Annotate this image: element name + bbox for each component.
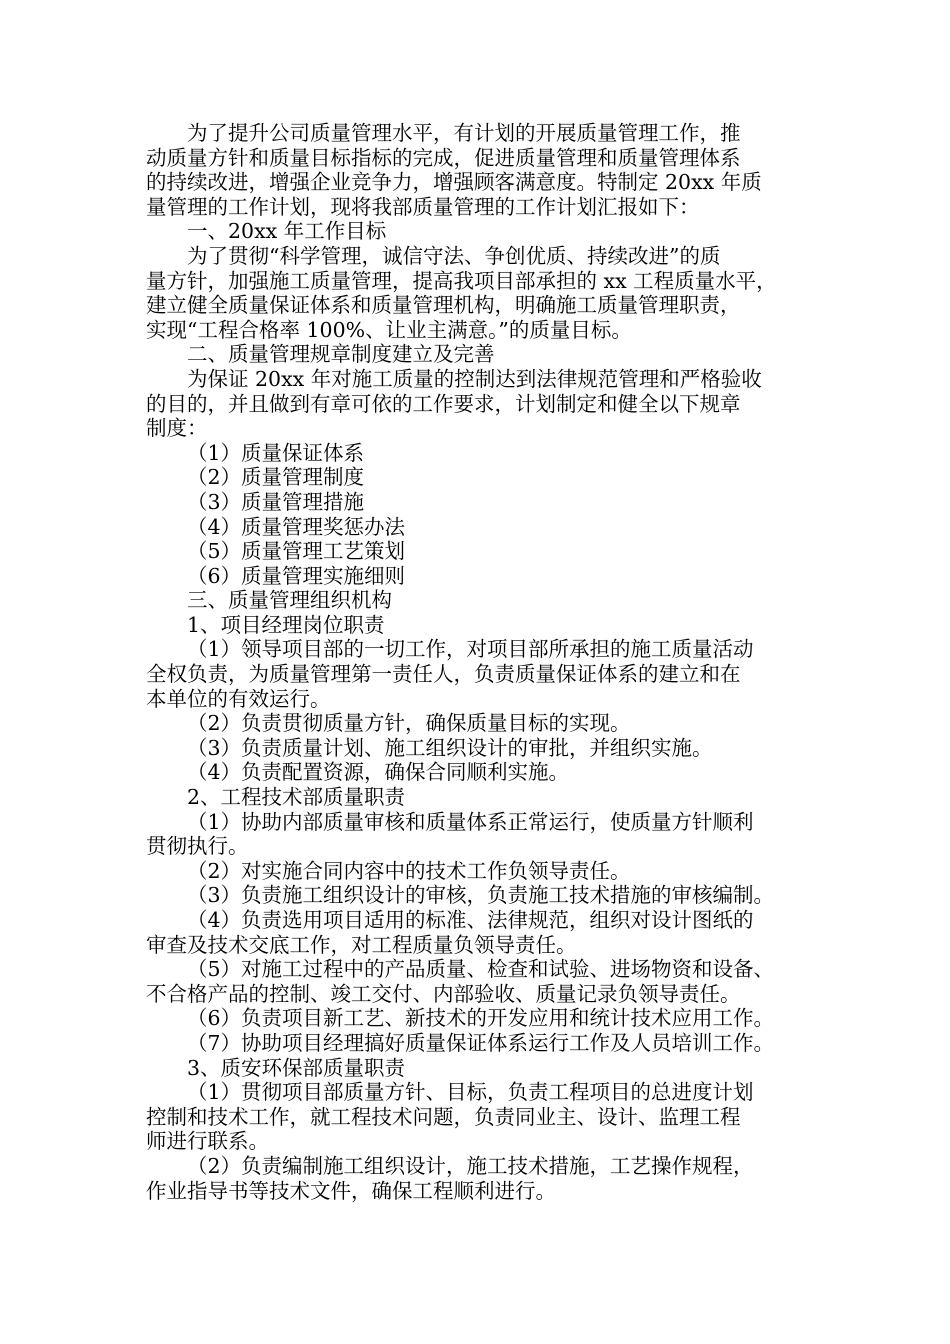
- text-line: （3）负责施工组织设计的审核，负责施工技术措施的审核编制。: [187, 883, 775, 908]
- text-line: （2）负责编制施工组织设计，施工技术措施，工艺操作规程，: [187, 1153, 754, 1178]
- text-line: 师进行联系。: [146, 1129, 269, 1154]
- text-line: 2、工程技术部质量职责: [187, 785, 406, 810]
- text-line: 二、质量管理规章制度建立及完善: [187, 342, 495, 367]
- text-line: （5）质量管理工艺策划: [187, 539, 406, 564]
- text-line: 审查及技术交底工作，对工程质量负领导责任。: [146, 932, 577, 957]
- text-line: （1）贯彻项目部质量方针、目标，负责工程项目的总进度计划: [187, 1080, 754, 1105]
- text-line: （3）质量管理措施: [187, 489, 365, 514]
- text-line: （5）对施工过程中的产品质量、检查和试验、进场物资和设备、: [187, 957, 775, 982]
- text-line: （6）负责项目新工艺、新技术的开发应用和统计技术应用工作。: [187, 1006, 775, 1031]
- text-line: （1）质量保证体系: [187, 440, 365, 465]
- text-line: （1）协助内部质量审核和质量体系正常运行，使质量方针顺利: [187, 809, 754, 834]
- text-line: 1、项目经理岗位职责: [187, 612, 385, 637]
- text-line: 为了贯彻“科学管理，诚信守法、争创优质、持续改进”的质: [187, 243, 721, 268]
- text-line: （3）负责质量计划、施工组织设计的审批，并组织实施。: [187, 735, 713, 760]
- text-line: 3、质安环保部质量职责: [187, 1055, 406, 1080]
- text-line: 作业指导书等技术文件，确保工程顺利进行。: [146, 1178, 556, 1203]
- text-line: （4）质量管理奖惩办法: [187, 514, 406, 539]
- text-line: 本单位的有效运行。: [146, 686, 331, 711]
- text-line: 建立健全质量保证体系和质量管理机构，明确施工质量管理职责，: [146, 293, 741, 318]
- text-line: 实现“工程合格率 100%、让业主满意。”的质量目标。: [146, 317, 632, 342]
- text-line: （2）负责贯彻质量方针，确保质量目标的实现。: [187, 711, 631, 736]
- text-line: 制度：: [146, 416, 208, 441]
- text-line: 动质量方针和质量目标指标的完成，促进质量管理和质量管理体系: [146, 145, 741, 170]
- text-line: 为了提升公司质量管理水平，有计划的开展质量管理工作，推: [187, 121, 741, 145]
- text-line: 的目的，并且做到有章可依的工作要求，计划制定和健全以下规章: [146, 391, 741, 416]
- text-line: （2）对实施合同内容中的技术工作负领导责任。: [187, 858, 631, 883]
- text-line: 不合格产品的控制、竣工交付、内部验收、质量记录负领导责任。: [146, 981, 741, 1006]
- text-line: （1）领导项目部的一切工作，对项目部所承担的施工质量活动: [187, 637, 754, 662]
- text-line: 三、质量管理组织机构: [187, 588, 392, 613]
- text-line: 量方针，加强施工质量管理，提高我项目部承担的 xx 工程质量水平，: [146, 268, 777, 293]
- text-line: （4）负责选用项目适用的标准、法律规范，组织对设计图纸的: [187, 908, 754, 932]
- text-line: 的持续改进，增强企业竞争力，增强顾客满意度。特制定 20xx 年质: [146, 170, 762, 195]
- text-line: （2）质量管理制度: [187, 465, 365, 490]
- text-line: 为保证 20xx 年对施工质量的控制达到法律规范管理和严格验收: [187, 366, 762, 391]
- text-line: 量管理的工作计划，现将我部质量管理的工作计划汇报如下：: [146, 194, 700, 219]
- text-line: （6）质量管理实施细则: [187, 563, 406, 588]
- text-line: 全权负责，为质量管理第一责任人，负责质量保证体系的建立和在: [146, 662, 741, 687]
- text-line: 控制和技术工作，就工程技术问题，负责同业主、设计、监理工程: [146, 1104, 741, 1129]
- text-line: 贯彻执行。: [146, 834, 249, 859]
- text-line: （7）协助项目经理搞好质量保证体系运行工作及人员培训工作。: [187, 1030, 775, 1055]
- text-line: （4）负责配置资源，确保合同顺利实施。: [187, 760, 570, 785]
- document-body: [146, 121, 818, 1203]
- text-line: 一、20xx 年工作目标: [187, 219, 387, 244]
